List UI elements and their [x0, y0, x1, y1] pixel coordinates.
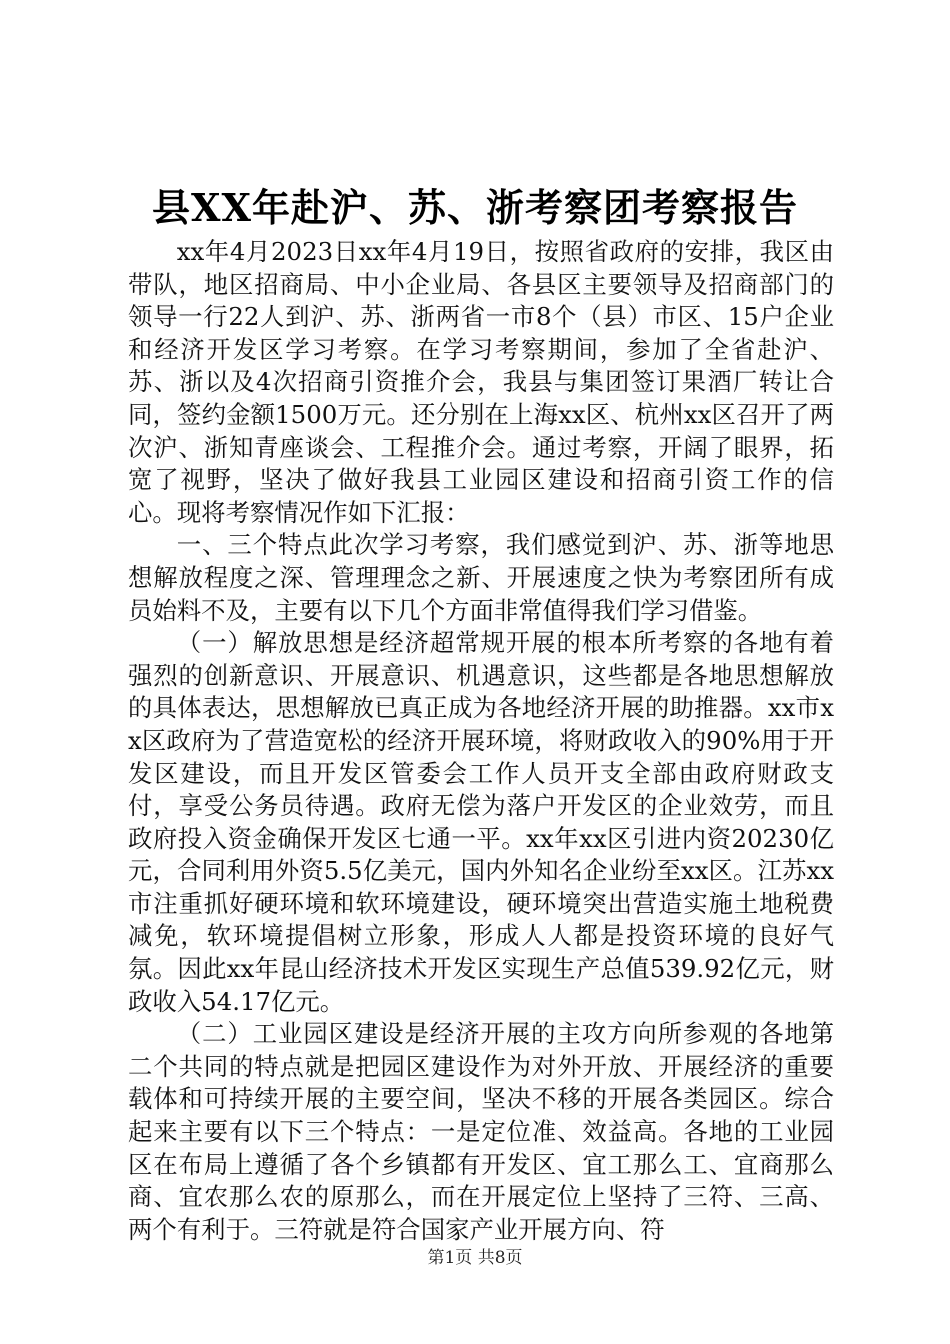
- paragraph-subsection-two: （二）工业园区建设是经济开展的主攻方向所参观的各地第二个共同的特点就是把园区建设作为对外开放、开展经济的重要载体和可持续开展的主要空间，坚决不移的开展各类园区。综合起来主要有以下三个特点：一是定位准、效益高。各地的工业园区在布局上遵循了各个乡镇都有开发区、宜工那么工、宜商那么商、宜农那么农的原那么，而在开展定位上坚持了三符、三高、两个有利于。三符就是符合国家产业开展方向、符: [128, 1019, 834, 1244]
- paragraph-section-one: 一、三个特点此次学习考察，我们感觉到沪、苏、浙等地思想解放程度之深、管理理念之新、开展速度之快为考察团所有成员始料不及，主要有以下几个方面非常值得我们学习借鉴。: [128, 530, 834, 625]
- document-title: 县XX年赴沪、苏、浙考察团考察报告: [152, 185, 798, 230]
- paragraph-intro: xx年4月2023日xx年4月19日，按照省政府的安排，我区由带队，地区招商局、中小企业局、各县区主要领导及招商部门的领导一行22人到沪、苏、浙两省一市8个（县）市区、15户企业和经济开发区学习考察。在学习考察期间，参加了全省赴沪、苏、浙以及4次招商引资推介会，我县与集团签订果酒厂转让合同，签约金额1500万元。还分别在上海xx区、杭州xx区召开了两次沪、浙知青座谈会、工程推介会。通过考察，开阔了眼界，拓宽了视野，坚决了做好我县工业园区建设和招商引资工作的信心。现将考察情况作如下汇报：: [128, 237, 834, 527]
- document-body: [128, 236, 834, 1246]
- paragraph-subsection-one: （一）解放思想是经济超常规开展的根本所考察的各地有着强烈的创新意识、开展意识、机遇意识，这些都是各地思想解放的具体表达，思想解放已真正成为各地经济开展的助推器。xx市xx区政府为了营造宽松的经济开展环境，将财政收入的90%用于开发区建设，而且开发区管委会工作人员开支全部由政府财政支付，享受公务员待遇。政府无偿为落户开发区的企业效劳，而且政府投入资金确保开发区七通一平。xx年xx区引进内资20230亿元，合同利用外资5.5亿美元，国内外知名企业纷至xx区。江苏xx市注重抓好硬环境和软环境建设，硬环境突出营造实施土地税费减免，软环境提倡树立形象，形成人人都是投资环境的良好气氛。因此xx年昆山经济技术开发区实现生产总值539.92亿元，财政收入54.17亿元。: [128, 628, 834, 1016]
- page-number-indicator: 第1页 共8页: [427, 1248, 523, 1268]
- page-footer: [0, 1246, 950, 1270]
